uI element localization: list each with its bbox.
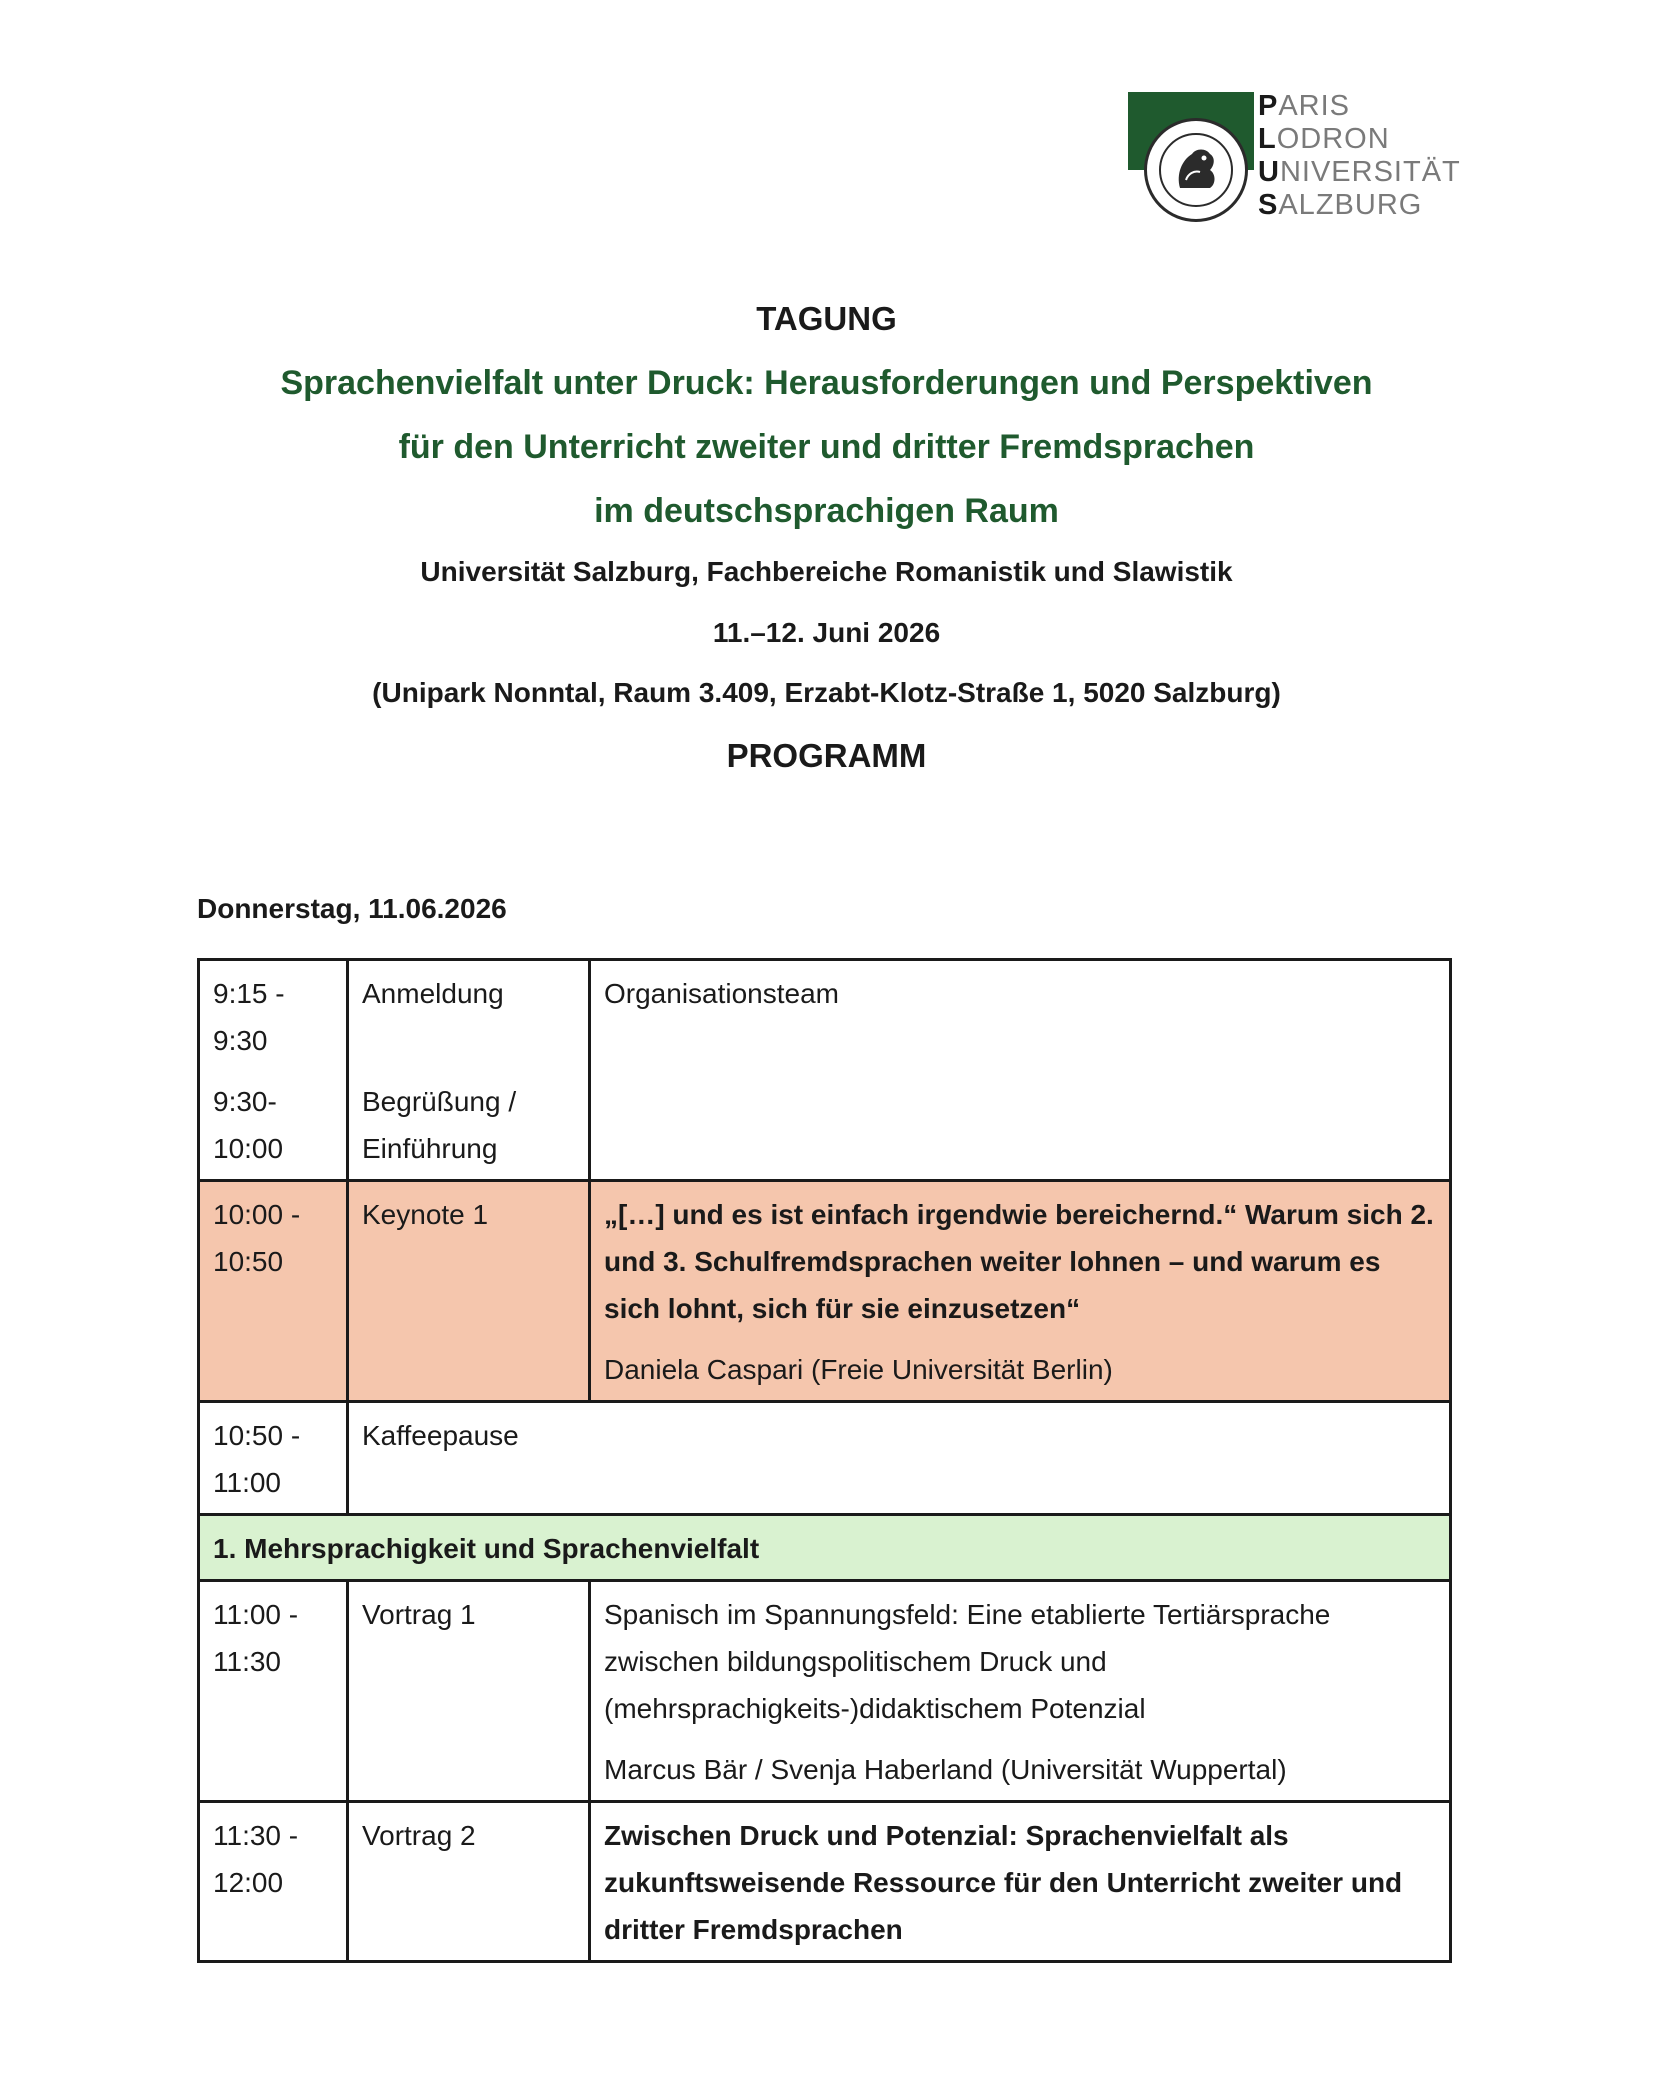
time-cell: 11:00 - 11:30 (199, 1581, 348, 1802)
type-cell: Anmeldung Begrüßung / Einführung (348, 960, 590, 1181)
event-title-line-2: für den Unterricht zweiter und dritter Fremdsprachen (398, 428, 1255, 466)
type-cell: Vortrag 1 (348, 1581, 590, 1802)
speaker: Marcus Bär / Svenja Haberland (Universität Wuppertal) (604, 1754, 1287, 1785)
detail-cell (590, 1581, 1451, 1802)
table-row (199, 1581, 1451, 1802)
event-title-line-3: im deutschsprachigen Raum (594, 492, 1059, 530)
institution: Universität Salzburg, Fachbereiche Romanistik und Slawistik (420, 556, 1233, 587)
lion-seal-icon (1144, 118, 1248, 222)
time-cell: 11:30 - 12:00 (199, 1802, 348, 1962)
section-title: 1. Mehrsprachigkeit und Sprachenvielfalt (199, 1515, 1451, 1581)
program-table (197, 958, 1452, 1963)
time-cell: 10:50 - 11:00 (199, 1402, 348, 1515)
type-cell: Vortrag 2 (348, 1802, 590, 1962)
detail-cell (590, 1181, 1451, 1402)
time-cell: 9:15 - 9:30 9:30- 10:00 (199, 960, 348, 1181)
event-label: TAGUNG (756, 300, 897, 337)
logo-line-4: SALZBURG (1258, 189, 1423, 221)
speaker: Daniela Caspari (Freie Universität Berlin) (604, 1354, 1113, 1385)
table-row (199, 1802, 1451, 1962)
event-location: (Unipark Nonntal, Raum 3.409, Erzabt-Klotz-Straße 1, 5020 Salzburg) (372, 677, 1281, 708)
talk-title: Spanisch im Spannungsfeld: Eine etablierte Tertiärsprache zwischen bildungspolitischem Druck und (mehrsprachigkeits-)didaktischem Potenzial (604, 1599, 1331, 1724)
university-logo (1128, 90, 1468, 220)
event-title-line-1: Sprachenvielfalt unter Druck: Herausforderungen und Perspektiven (280, 364, 1373, 402)
talk-title: Zwischen Druck und Potenzial: Sprachenvielfalt als zukunftsweisende Ressource für den Unterricht zweiter und dritter Fremdsprachen (604, 1820, 1403, 1945)
time-cell: 10:00 - 10:50 (199, 1181, 348, 1402)
logo-line-1: PARIS (1258, 90, 1351, 122)
logo-line-3: UNIVERSITÄT (1258, 156, 1461, 188)
event-date: 11.–12. Juni 2026 (712, 617, 941, 648)
program-heading: PROGRAMM (726, 737, 927, 774)
table-row (199, 1402, 1451, 1515)
type-cell: Keynote 1 (348, 1181, 590, 1402)
logo-line-2: LODRON (1258, 123, 1390, 155)
table-row-keynote (199, 1181, 1451, 1402)
type-cell: Kaffeepause (348, 1402, 1451, 1515)
day-label: Donnerstag, 11.06.2026 (197, 893, 507, 924)
detail-cell (590, 1802, 1451, 1962)
logo-wordmark (1258, 90, 1461, 222)
talk-title: „[…] und es ist einfach irgendwie bereichernd.“ Warum sich 2. und 3. Schulfremdsprachen weiter lohnen – und warum es sich lohnt, sich für sie einzusetzen“ (604, 1199, 1434, 1324)
table-row (199, 960, 1451, 1181)
detail-cell: Organisationsteam (590, 960, 1451, 1181)
section-row (199, 1515, 1451, 1581)
